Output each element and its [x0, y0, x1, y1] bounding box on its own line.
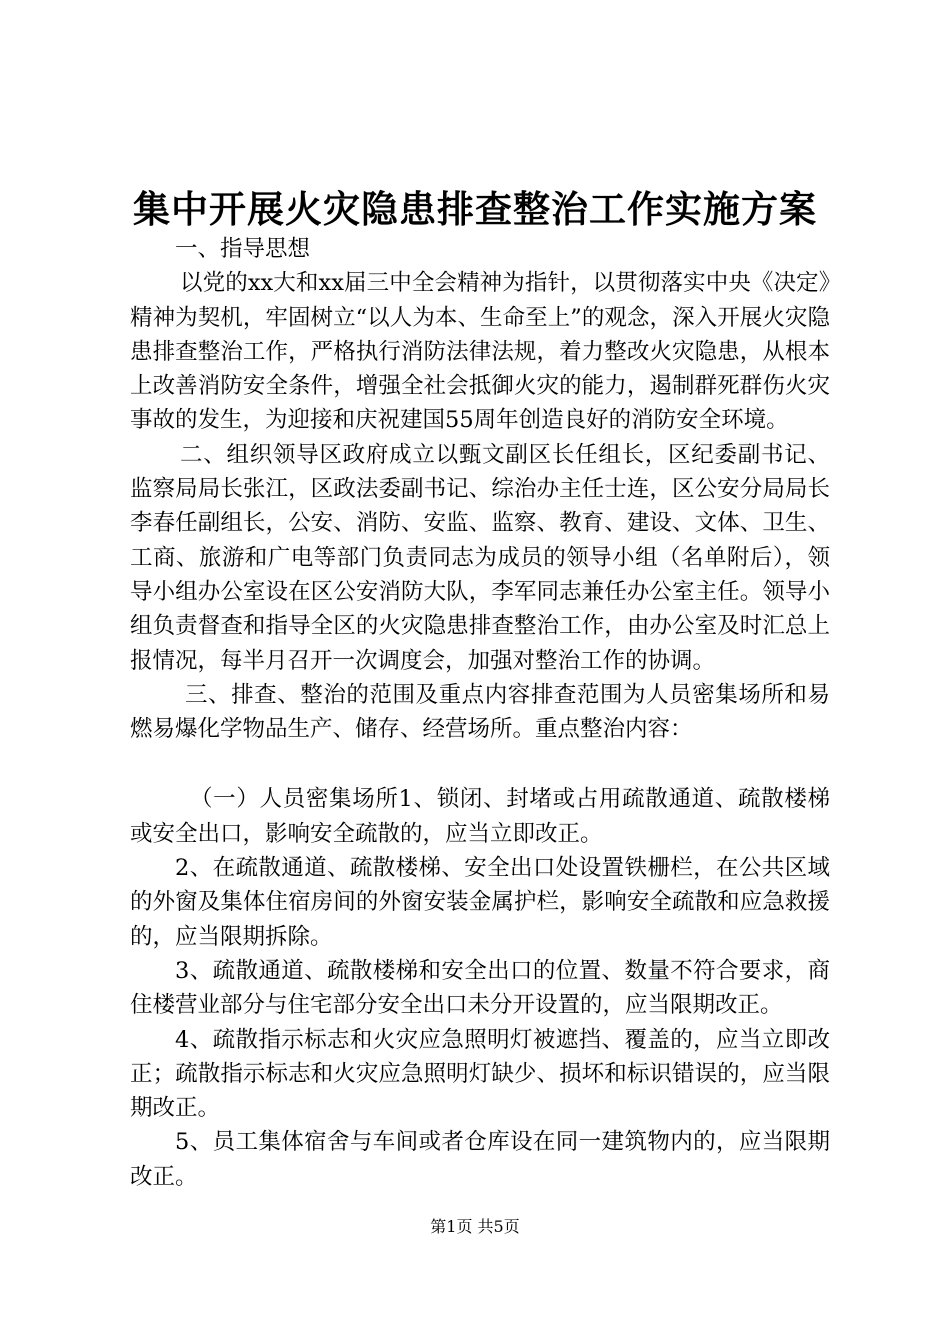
document-body — [130, 232, 830, 1194]
list-item-crowded-places-1: （一）人员密集场所1、锁闭、封堵或占用疏散通道、疏散楼梯或安全出口，影响安全疏散的，应当立即改正。 — [130, 786, 830, 847]
list-item-4: 4、疏散指示标志和火灾应急照明灯被遮挡、覆盖的，应当立即改正；疏散指示标志和火灾应急照明灯缺少、损坏和标识错误的，应当限期改正。 — [130, 1026, 830, 1122]
list-item-5: 5、员工集体宿舍与车间或者仓库设在同一建筑物内的，应当限期改正。 — [130, 1129, 830, 1190]
document-title: 集中开展火灾隐患排查整治工作实施方案 — [133, 187, 817, 231]
section-heading-guiding-ideology: 一、指导思想 — [175, 236, 311, 262]
paragraph-organization-leadership: 二、组织领导区政府成立以甄文副区长任组长，区纪委副书记、监察局局长张江，区政法委副书记、综治办主任士连，区公安分局局长李春任副组长，公安、消防、安监、监察、教育、建设、文体、卫生、工商、旅游和广电等部门负责同志为成员的领导小组（名单附后），领导小组办公室设在区公安消防大队，李军同志兼任办公室主任。领导小组负责督查和指导全区的火灾隐患排查整治工作，由办公室及时汇总上报情况，每半月召开一次调度会，加强对整治工作的协调。 — [130, 441, 830, 674]
paragraph-scope-and-key-content: 三、排查、整治的范围及重点内容排查范围为人员密集场所和易燃易爆化学物品生产、储存、经营场所。重点整治内容： — [130, 681, 830, 743]
paragraph-guiding-ideology: 以党的xx大和xx届三中全会精神为指针，以贯彻落实中央《决定》精神为契机，牢固树立“以人为本、生命至上”的观念，深入开展火灾隐患排查整治工作，严格执行消防法律法规，着力整改火灾隐患，从根本上改善消防安全条件，增强全社会抵御火灾的能力，遏制群死群伤火灾事故的发生，为迎接和庆祝建国55周年创造良好的消防安全环境。 — [130, 270, 830, 434]
page-number-footer: 第1页 共5页 — [430, 1217, 520, 1236]
paragraph-spacer — [130, 746, 830, 782]
list-item-3: 3、疏散通道、疏散楼梯和安全出口的位置、数量不符合要求，商住楼营业部分与住宅部分安全出口未分开设置的，应当限期改正。 — [130, 957, 830, 1019]
list-item-2: 2、在疏散通道、疏散楼梯、安全出口处设置铁栅栏，在公共区域的外窗及集体住宿房间的外窗安装金属护栏，影响安全疏散和应急救援的，应当限期拆除。 — [130, 855, 830, 950]
